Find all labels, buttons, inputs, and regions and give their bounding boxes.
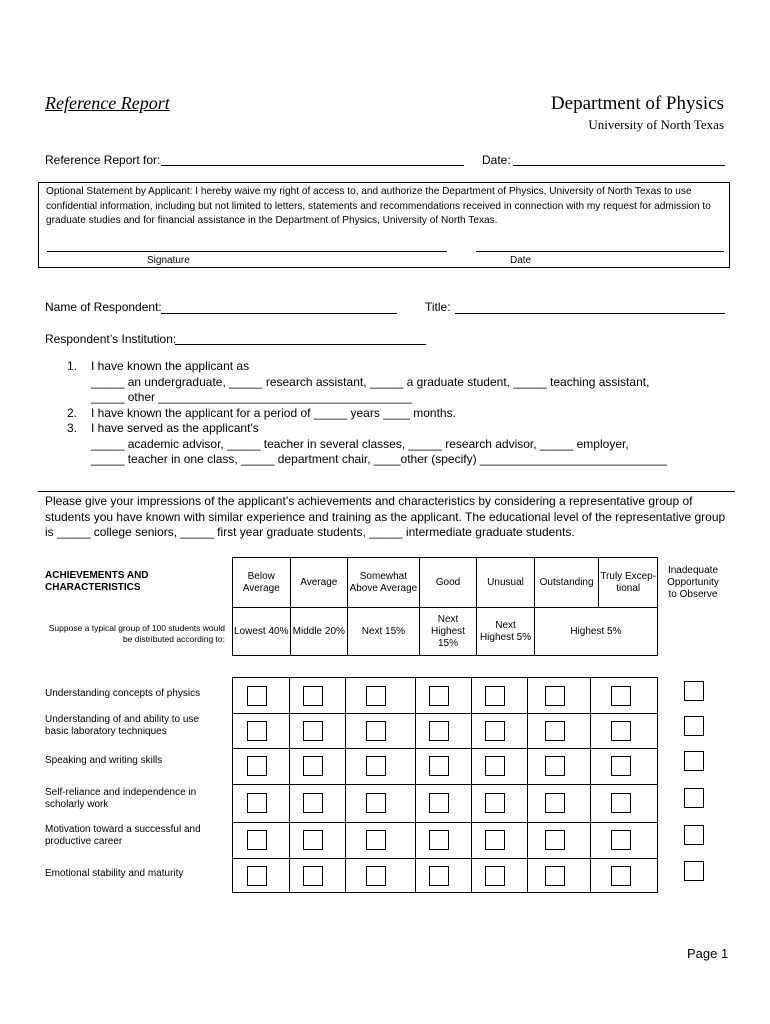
rating-checkbox[interactable] [545,756,565,776]
inadequate-opportunity-checkbox[interactable] [684,681,704,701]
rating-instructions: Please give your impressions of the applicant’s achievements and characteristics by considering a representative group of students you have known with similar experience and training as the applicant. The educational level of the representative group is _____ college seniors, _____ first year graduate students, _____ intermediate graduate students. [45,494,726,539]
col-good: Good [419,558,477,608]
rating-checkbox[interactable] [366,866,386,886]
department-name: Department of Physics [550,93,724,114]
grid-row-divider [233,858,657,859]
rating-checkbox[interactable] [545,793,565,813]
rating-checkbox[interactable] [247,721,267,741]
rating-checkbox[interactable] [545,830,565,850]
section-divider [38,491,735,492]
rating-checkbox[interactable] [247,756,267,776]
rating-checkbox[interactable] [611,721,631,741]
signature-field[interactable] [47,251,447,252]
rating-checkbox[interactable] [485,721,505,741]
rating-checkbox[interactable] [485,830,505,850]
row-label-motivation: Motivation toward a successful and productive career [45,824,201,847]
waiver-box [38,182,730,268]
row-label-emotional-stability: Emotional stability and maturity [45,868,184,879]
dist-next-highest-15: Next Highest 15% [419,608,477,656]
inadequate-opportunity-checkbox[interactable] [684,751,704,771]
grid-column-divider [471,678,472,892]
rating-checkbox[interactable] [303,830,323,850]
waiver-statement: Optional Statement by Applicant: I hereby waive my right of access to, and authorize the Department of Physics, University of North Texas to use confidential information, including but not limited to letters, statements and recommendations received in connection with my request for admission to graduate studies and for financial assistance in the Department of Physics, University of North Texas. [46,186,711,226]
rating-checkbox[interactable] [545,866,565,886]
inadequate-opportunity-checkbox[interactable] [684,788,704,808]
col-average: Average [290,558,348,608]
rating-checkbox[interactable] [247,866,267,886]
report-for-label: Reference Report for: [45,153,161,167]
col-outstanding: Outstanding [534,558,599,608]
rating-checkbox[interactable] [247,686,267,706]
waiver-date-field[interactable] [476,251,724,252]
rating-checkbox[interactable] [366,686,386,706]
dist-next-highest-5: Next Highest 5% [477,608,535,656]
rating-checkbox[interactable] [303,686,323,706]
rating-checkbox[interactable] [429,756,449,776]
inadequate-opportunity-checkbox[interactable] [684,716,704,736]
rating-checkbox[interactable] [485,793,505,813]
distribution-note: Suppose a typical group of 100 students would be distributed according to: [48,623,225,644]
rating-checkbox[interactable] [611,756,631,776]
rating-checkbox[interactable] [303,866,323,886]
dist-next: Next 15% [348,608,420,656]
rating-checkbox[interactable] [303,793,323,813]
respondent-label: Name of Respondent: [45,300,162,314]
question-3-number: 3. [67,421,78,435]
date-label: Date: [482,153,511,167]
inadequate-opportunity-label: Inadequate Opportunity to Observe [667,565,719,600]
report-title: Reference Report [45,93,170,113]
page-number: Page 1 [687,946,729,961]
rating-grid [232,677,658,893]
question-3-options: _____ academic advisor, _____ teacher in several classes, _____ research advisor, _____ employer, [91,437,629,451]
rating-checkbox[interactable] [366,793,386,813]
respondent-field[interactable] [161,313,397,314]
rating-checkbox[interactable] [247,793,267,813]
institution-field[interactable] [175,344,426,345]
rating-checkbox[interactable] [429,721,449,741]
date-field[interactable] [513,165,725,166]
question-3-other: _____ teacher in one class, _____ department chair, ____other (specify) ____________________________ [91,452,667,466]
rating-checkbox[interactable] [611,686,631,706]
grid-row-divider [233,748,657,749]
rating-checkbox[interactable] [429,866,449,886]
rating-checkbox[interactable] [611,866,631,886]
grid-column-divider [415,678,416,892]
signature-label: Signature [147,255,190,266]
rating-scale-table [232,557,658,656]
rating-checkbox[interactable] [366,830,386,850]
dist-middle: Middle 20% [290,608,348,656]
row-label-speaking-writing: Speaking and writing skills [45,755,163,766]
title-field[interactable] [455,313,725,314]
dist-lowest: Lowest 40% [233,608,291,656]
row-label-physics-concepts: Understanding concepts of physics [45,688,201,699]
row-label-lab-techniques: Understanding of and ability to use basic laboratory techniques [45,714,199,737]
question-1-options: _____ an undergraduate, _____ research assistant, _____ a graduate student, _____ teaching assistant, [91,375,650,389]
rating-checkbox[interactable] [545,686,565,706]
rating-checkbox[interactable] [485,866,505,886]
grid-column-divider [590,678,591,892]
question-1-other: _____ other ______________________________________ [91,390,412,404]
rating-checkbox[interactable] [611,830,631,850]
col-unusual: Unusual [477,558,535,608]
question-3: I have served as the applicant's [91,421,259,435]
grid-row-divider [233,784,657,785]
rating-checkbox[interactable] [366,756,386,776]
question-1-number: 1. [67,359,78,373]
inadequate-opportunity-checkbox[interactable] [684,825,704,845]
grid-row-divider [233,713,657,714]
rating-checkbox[interactable] [485,756,505,776]
rating-checkbox[interactable] [429,686,449,706]
report-for-field[interactable] [161,165,464,166]
col-truly-exceptional: Truly Excep-tional [599,558,658,608]
rating-checkbox[interactable] [247,830,267,850]
question-2-number: 2. [67,406,78,420]
grid-column-divider [527,678,528,892]
col-somewhat-above-average: Somewhat Above Average [348,558,420,608]
rating-checkbox[interactable] [545,721,565,741]
grid-row-divider [233,822,657,823]
university-name: University of North Texas [588,117,724,132]
scale-heading: ACHIEVEMENTS AND CHARACTERISTICS [45,570,149,593]
question-1: I have known the applicant as [91,359,250,373]
waiver-date-label: Date [510,255,532,266]
question-2: I have known the applicant for a period of _____ years ____ months. [91,406,456,420]
grid-column-divider [345,678,346,892]
dist-highest: Highest 5% [534,608,657,656]
rating-checkbox[interactable] [429,793,449,813]
institution-label: Respondent’s Institution: [45,332,177,346]
inadequate-opportunity-checkbox[interactable] [684,861,704,881]
col-below-average: Below Average [233,558,291,608]
title-label: Title: [425,300,451,314]
row-label-self-reliance: Self-reliance and independence in scholarly work [45,787,197,810]
rating-checkbox[interactable] [303,756,323,776]
rating-checkbox[interactable] [303,721,323,741]
rating-checkbox[interactable] [485,686,505,706]
rating-checkbox[interactable] [611,793,631,813]
rating-checkbox[interactable] [366,721,386,741]
grid-column-divider [289,678,290,892]
rating-checkbox[interactable] [429,830,449,850]
